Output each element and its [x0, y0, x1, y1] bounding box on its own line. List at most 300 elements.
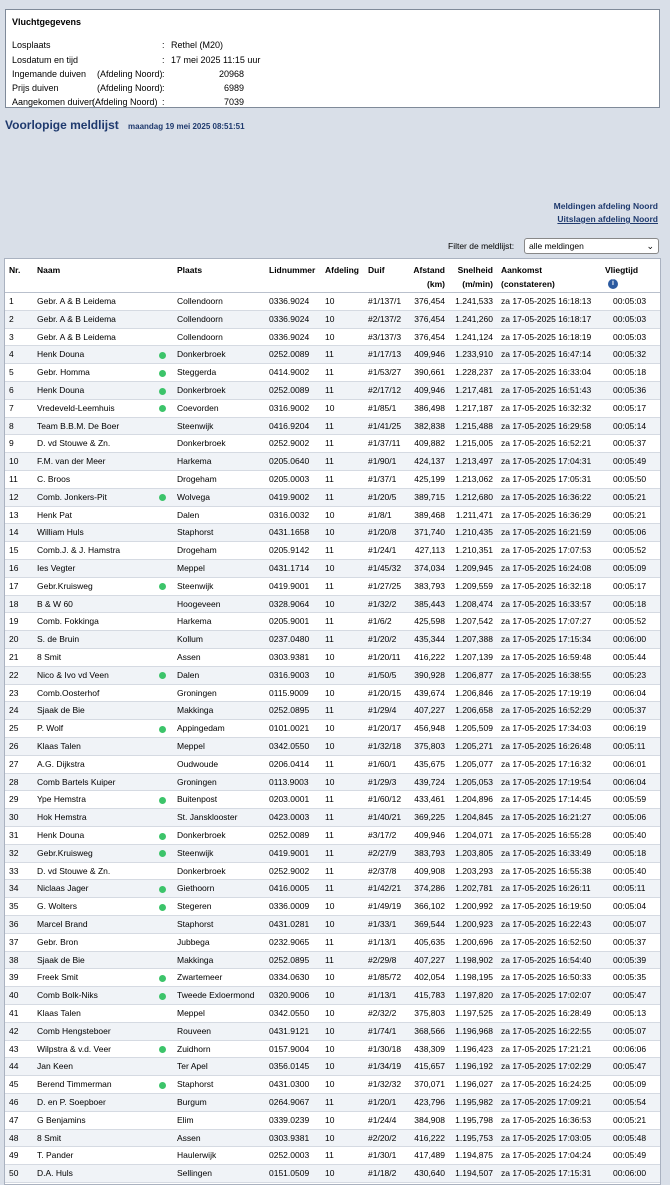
- cell-duif: #2/37/8: [368, 865, 397, 876]
- cell-nr: 3: [9, 331, 14, 342]
- cell-afstand: 417,489: [414, 1150, 445, 1161]
- cell-naam: Team B.B.M. De Boer: [37, 420, 120, 431]
- cell-plaats: Makkinga: [177, 954, 214, 965]
- cell-duif: #1/33/1: [368, 919, 397, 929]
- cell-afdeling: 10: [325, 669, 335, 680]
- online-status-icon: [159, 388, 166, 395]
- cell-aankomst: za 17-05-2025 17:16:32: [501, 758, 592, 769]
- filter-select[interactable]: [524, 238, 659, 254]
- table-row[interactable]: [5, 863, 660, 881]
- cell-plaats: Wolvega: [177, 491, 210, 502]
- cell-naam: Gebr. A & B Leidema: [37, 296, 116, 306]
- cell-vliegtijd: 00:05:23: [613, 669, 647, 680]
- colon: :: [162, 69, 165, 79]
- table-row[interactable]: [5, 489, 660, 507]
- meldingen-link[interactable]: Meldingen afdeling Noord: [553, 201, 658, 211]
- aangekomen-label: Aangekomen duiven: [12, 97, 95, 107]
- table-row[interactable]: [5, 934, 660, 952]
- cell-nr: 44: [9, 1061, 19, 1072]
- cell-plaats: Tweede Exloermond: [177, 990, 255, 1001]
- cell-plaats: Elim: [177, 1114, 194, 1125]
- cell-afstand: 376,454: [414, 296, 445, 306]
- table-row[interactable]: [5, 1058, 660, 1076]
- cell-lidnummer: 0232.9065: [269, 936, 310, 947]
- cell-snelheid: 1.206,877: [455, 669, 493, 680]
- table-row[interactable]: [5, 738, 660, 756]
- cell-naam: Henk Douna: [37, 385, 85, 395]
- cell-lidnummer: 0237.0480: [269, 634, 310, 645]
- cell-nr: 42: [9, 1025, 19, 1036]
- cell-vliegtijd: 00:05:35: [613, 972, 647, 983]
- cell-naam: 8 Smit: [37, 1132, 62, 1143]
- online-status-icon: [159, 993, 166, 1000]
- cell-lidnummer: 0316.9002: [269, 402, 310, 413]
- cell-nr: 28: [9, 776, 19, 787]
- cell-afdeling: 11: [325, 456, 334, 467]
- cell-plaats: Staphorst: [177, 1079, 214, 1090]
- cell-lidnummer: 0252.0895: [269, 705, 310, 716]
- table-row[interactable]: [5, 880, 660, 898]
- cell-afdeling: 10: [325, 598, 335, 609]
- cell-nr: 46: [9, 1097, 19, 1107]
- cell-duif: #1/37/11: [368, 438, 401, 449]
- online-status-icon: [159, 833, 166, 840]
- table-row[interactable]: [5, 578, 660, 596]
- cell-duif: #1/20/8: [368, 527, 397, 538]
- table-row[interactable]: [5, 845, 660, 863]
- cell-vliegtijd: 00:05:59: [613, 794, 647, 805]
- cell-naam: Comb.Oosterhof: [37, 687, 100, 698]
- cell-vliegtijd: 00:06:00: [613, 634, 647, 645]
- cell-duif: #1/50/5: [368, 669, 397, 680]
- table-row[interactable]: [5, 293, 660, 311]
- cell-afstand: 424,137: [414, 456, 445, 467]
- cell-afdeling: 10: [325, 919, 335, 929]
- cell-nr: 45: [9, 1079, 19, 1090]
- table-row[interactable]: [5, 969, 660, 987]
- cell-snelheid: 1.198,902: [455, 954, 493, 965]
- cell-lidnummer: 0336.9024: [269, 313, 310, 324]
- table-row[interactable]: [5, 631, 660, 649]
- cell-afdeling: 11: [325, 545, 334, 556]
- cell-nr: 25: [9, 723, 19, 734]
- cell-plaats: Collendoorn: [177, 313, 223, 324]
- cell-plaats: Steenwijk: [177, 847, 214, 858]
- cell-afdeling: 11: [325, 936, 334, 947]
- cell-naam: P. Wolf: [37, 723, 64, 734]
- cell-afdeling: 10: [325, 1114, 335, 1125]
- cell-duif: #3/137/3: [368, 331, 402, 342]
- cell-duif: #1/13/1: [368, 936, 397, 947]
- cell-afstand: 409,946: [414, 385, 445, 395]
- cell-plaats: Oudwoude: [177, 758, 219, 769]
- cell-plaats: Collendoorn: [177, 296, 223, 306]
- table-row[interactable]: [5, 1005, 660, 1023]
- cell-duif: #1/85/72: [368, 972, 402, 983]
- online-status-icon: [159, 583, 166, 590]
- cell-afstand: 383,793: [414, 847, 445, 858]
- table-row[interactable]: [5, 418, 660, 436]
- cell-lidnummer: 0431.1714: [269, 563, 310, 573]
- cell-snelheid: 1.209,559: [455, 580, 493, 591]
- aangekomen-value: 7039: [223, 97, 244, 107]
- table-row[interactable]: [5, 1130, 660, 1148]
- cell-afstand: 438,309: [414, 1043, 445, 1054]
- table-row[interactable]: [5, 613, 660, 631]
- cell-aankomst: za 17-05-2025 16:26:48: [501, 741, 592, 751]
- cell-plaats: Assen: [177, 652, 201, 662]
- cell-duif: #1/45/32: [368, 563, 402, 573]
- colon: :: [162, 83, 165, 93]
- cell-lidnummer: 0205.9142: [269, 545, 310, 556]
- cell-plaats: Donkerbroek: [177, 385, 226, 395]
- cell-snelheid: 1.205,509: [455, 723, 493, 734]
- cell-vliegtijd: 00:05:03: [613, 296, 647, 306]
- cell-aankomst: za 17-05-2025 17:09:21: [501, 1097, 592, 1107]
- cell-naam: D. vd Stouwe & Zn.: [37, 438, 111, 449]
- cell-naam: Berend Timmerman: [37, 1079, 112, 1090]
- table-row[interactable]: [5, 667, 660, 685]
- table-row[interactable]: [5, 400, 660, 418]
- cell-afdeling: 11: [325, 385, 334, 395]
- cell-lidnummer: 0113.9003: [269, 776, 309, 787]
- cell-afstand: 370,071: [414, 1079, 445, 1090]
- cell-lidnummer: 0316.9003: [269, 669, 310, 680]
- cell-plaats: Giethoorn: [177, 883, 215, 894]
- cell-nr: 22: [9, 669, 19, 680]
- cell-duif: #1/24/4: [368, 1114, 397, 1125]
- table-row[interactable]: [5, 1112, 660, 1130]
- cell-vliegtijd: 00:06:00: [613, 1168, 647, 1179]
- table-row[interactable]: [5, 560, 660, 578]
- table-row[interactable]: [5, 827, 660, 845]
- cell-afdeling: 11: [325, 794, 334, 805]
- cell-naam: Wilpstra & v.d. Veer: [37, 1043, 112, 1054]
- cell-plaats: Meppel: [177, 563, 205, 573]
- online-status-icon: [159, 886, 166, 893]
- cell-vliegtijd: 00:05:52: [613, 616, 647, 627]
- cell-naam: Nico & Ivo vd Veen: [37, 669, 109, 680]
- table-row[interactable]: [5, 1041, 660, 1059]
- table-row[interactable]: [5, 524, 660, 542]
- chevron-down-icon: ⌄: [646, 241, 654, 251]
- cell-snelheid: 1.206,846: [455, 687, 493, 698]
- table-row[interactable]: [5, 311, 660, 329]
- cell-afdeling: 11: [325, 474, 334, 484]
- cell-aankomst: za 17-05-2025 17:04:24: [501, 1150, 592, 1161]
- table-row[interactable]: [5, 702, 660, 720]
- cell-lidnummer: 0303.9381: [269, 1132, 310, 1143]
- cell-plaats: Harkema: [177, 456, 212, 467]
- cell-duif: #1/20/11: [368, 652, 401, 662]
- cell-duif: #1/6/2: [368, 616, 392, 627]
- table-header: [5, 259, 660, 293]
- cell-afstand: 374,286: [414, 883, 445, 894]
- cell-afstand: 425,598: [414, 616, 445, 627]
- colon: :: [162, 55, 165, 65]
- cell-snelheid: 1.197,525: [455, 1008, 493, 1018]
- colon: :: [162, 40, 165, 50]
- cell-lidnummer: 0342.0550: [269, 1008, 310, 1018]
- cell-aankomst: za 17-05-2025 16:21:27: [501, 812, 592, 823]
- cell-afdeling: 10: [325, 776, 335, 787]
- table-row[interactable]: [5, 791, 660, 809]
- cell-nr: 1: [9, 296, 14, 306]
- table-row[interactable]: [5, 1094, 660, 1112]
- cell-naam: Niclaas Jager: [37, 883, 89, 894]
- cell-plaats: Zuidhorn: [177, 1043, 211, 1054]
- cell-naam: Comb Bartels Kuiper: [37, 776, 116, 787]
- online-status-icon: [159, 405, 166, 412]
- cell-afstand: 375,803: [414, 741, 445, 751]
- cell-aankomst: za 17-05-2025 16:22:55: [501, 1025, 592, 1036]
- col-vliegtijd[interactable]: Vliegtijd: [605, 265, 639, 275]
- cell-afdeling: 11: [325, 491, 334, 502]
- cell-snelheid: 1.206,658: [455, 705, 493, 716]
- cell-snelheid: 1.204,896: [455, 794, 493, 805]
- cell-afdeling: 11: [325, 865, 334, 876]
- cell-lidnummer: 0339.0239: [269, 1114, 310, 1125]
- cell-aankomst: za 17-05-2025 16:36:29: [501, 509, 592, 520]
- cell-lidnummer: 0151.0509: [269, 1168, 310, 1179]
- cell-snelheid: 1.212,680: [455, 491, 493, 502]
- cell-nr: 48: [9, 1132, 19, 1143]
- cell-vliegtijd: 00:05:32: [613, 349, 647, 360]
- cell-duif: #1/53/27: [368, 367, 402, 378]
- cell-afstand: 369,544: [414, 919, 445, 929]
- cell-naam: Hok Hemstra: [37, 812, 87, 823]
- cell-afstand: 389,468: [414, 509, 445, 520]
- cell-aankomst: za 17-05-2025 16:22:43: [501, 919, 592, 929]
- cell-aankomst: za 17-05-2025 16:32:32: [501, 402, 592, 413]
- cell-snelheid: 1.198,195: [455, 972, 493, 983]
- cell-duif: #1/137/1: [368, 296, 402, 306]
- cell-snelheid: 1.200,923: [455, 919, 493, 929]
- table-row[interactable]: [5, 987, 660, 1005]
- table-row[interactable]: [5, 1165, 660, 1183]
- cell-nr: 9: [9, 438, 14, 449]
- colon: :: [162, 97, 165, 107]
- cell-lidnummer: 0252.9002: [269, 865, 310, 876]
- cell-afdeling: 11: [325, 349, 334, 360]
- cell-duif: #1/74/1: [368, 1025, 397, 1036]
- cell-nr: 20: [9, 634, 19, 645]
- cell-vliegtijd: 00:05:18: [613, 598, 647, 609]
- cell-snelheid: 1.207,542: [455, 616, 493, 627]
- cell-aankomst: za 17-05-2025 16:54:40: [501, 954, 592, 965]
- cell-afdeling: 10: [325, 1079, 335, 1090]
- cell-aankomst: za 17-05-2025 16:59:48: [501, 652, 592, 662]
- prijs-label: Prijs duiven: [12, 83, 59, 93]
- cell-nr: 43: [9, 1043, 19, 1054]
- col-snelheid[interactable]: Snelheid: [457, 265, 493, 275]
- cell-vliegtijd: 00:05:21: [613, 491, 647, 502]
- cell-snelheid: 1.202,781: [455, 883, 493, 894]
- cell-vliegtijd: 00:05:21: [613, 1114, 647, 1125]
- table-row[interactable]: [5, 1076, 660, 1094]
- col-plaats[interactable]: Plaats: [177, 265, 203, 275]
- cell-afdeling: 10: [325, 331, 335, 342]
- cell-plaats: Makkinga: [177, 705, 214, 716]
- cell-snelheid: 1.196,192: [455, 1061, 493, 1072]
- cell-afstand: 456,948: [414, 723, 445, 734]
- cell-naam: Gebr.Kruisweg: [37, 847, 93, 858]
- cell-duif: #1/32/18: [368, 741, 402, 751]
- cell-lidnummer: 0431.0300: [269, 1079, 310, 1090]
- cell-afstand: 415,657: [414, 1061, 445, 1072]
- cell-vliegtijd: 00:05:40: [613, 865, 647, 876]
- cell-afdeling: 10: [325, 402, 335, 413]
- cell-duif: #1/18/2: [368, 1168, 397, 1179]
- cell-lidnummer: 0328.9064: [269, 598, 310, 609]
- cell-afdeling: 10: [325, 563, 335, 573]
- cell-afdeling: 11: [325, 705, 334, 716]
- col-lidnummer[interactable]: Lidnummer: [269, 265, 316, 275]
- cell-vliegtijd: 00:05:13: [613, 1008, 647, 1018]
- cell-afstand: 374,034: [414, 563, 445, 573]
- cell-snelheid: 1.205,077: [455, 758, 493, 769]
- cell-vliegtijd: 00:05:04: [613, 901, 647, 912]
- col-afdeling[interactable]: Afdeling: [325, 265, 359, 275]
- table-row[interactable]: [5, 1023, 660, 1041]
- online-status-icon: [159, 494, 166, 501]
- cell-plaats: Coevorden: [177, 402, 219, 413]
- cell-afstand: 439,724: [414, 776, 445, 787]
- losdatum-value: 17 mei 2025 11:15 uur: [171, 55, 261, 65]
- table-row[interactable]: [5, 916, 660, 934]
- table-row[interactable]: [5, 774, 660, 792]
- cell-naam: Comb.J. & J. Hamstra: [37, 545, 121, 556]
- cell-aankomst: za 17-05-2025 16:55:28: [501, 830, 592, 840]
- cell-nr: 10: [9, 456, 19, 467]
- cell-plaats: Kollum: [177, 634, 203, 645]
- cell-afdeling: 10: [325, 1025, 335, 1036]
- table-row[interactable]: [5, 649, 660, 667]
- cell-afstand: 425,199: [414, 474, 445, 484]
- col-nr[interactable]: Nr.: [9, 265, 21, 275]
- cell-lidnummer: 0252.0089: [269, 830, 310, 840]
- cell-aankomst: za 17-05-2025 16:18:13: [501, 296, 592, 306]
- cell-lidnummer: 0431.9121: [269, 1025, 310, 1036]
- losdatum-label: Losdatum en tijd: [12, 55, 79, 65]
- cell-afdeling: 10: [325, 1168, 335, 1179]
- cell-afstand: 386,498: [414, 402, 445, 413]
- cell-lidnummer: 0320.9006: [269, 990, 310, 1001]
- table-row[interactable]: [5, 435, 660, 453]
- prijs-sub: (Afdeling Noord): [97, 83, 163, 93]
- cell-snelheid: 1.207,388: [455, 634, 493, 645]
- table-row[interactable]: [5, 346, 660, 364]
- table-row[interactable]: [5, 382, 660, 400]
- cell-aankomst: za 17-05-2025 16:24:08: [501, 563, 592, 573]
- cell-afdeling: 10: [325, 901, 335, 912]
- table-row[interactable]: [5, 542, 660, 560]
- cell-duif: #1/90/1: [368, 456, 397, 467]
- table-row[interactable]: [5, 809, 660, 827]
- info-icon[interactable]: i: [608, 279, 618, 289]
- cell-vliegtijd: 00:06:04: [613, 776, 647, 787]
- col-duif[interactable]: Duif: [368, 265, 385, 275]
- table-row[interactable]: [5, 756, 660, 774]
- table-row[interactable]: [5, 329, 660, 347]
- table-row[interactable]: [5, 898, 660, 916]
- cell-vliegtijd: 00:05:50: [613, 474, 647, 484]
- cell-aankomst: za 17-05-2025 16:24:25: [501, 1079, 592, 1090]
- cell-nr: 40: [9, 990, 19, 1001]
- info-row-losplaats: [12, 39, 652, 51]
- cell-afdeling: 10: [325, 652, 335, 662]
- col-aankomst[interactable]: Aankomst: [501, 265, 543, 275]
- table-row[interactable]: [5, 596, 660, 614]
- table-row[interactable]: [5, 471, 660, 489]
- cell-nr: 34: [9, 883, 19, 894]
- cell-nr: 32: [9, 847, 19, 858]
- table-row[interactable]: [5, 952, 660, 970]
- table-row[interactable]: [5, 453, 660, 471]
- cell-lidnummer: 0252.0895: [269, 954, 310, 965]
- col-afstand[interactable]: Afstand: [413, 265, 445, 275]
- online-status-icon: [159, 1082, 166, 1089]
- table-row[interactable]: [5, 685, 660, 703]
- cell-afstand: 409,882: [414, 438, 445, 449]
- table-row[interactable]: [5, 364, 660, 382]
- cell-afdeling: 10: [325, 741, 335, 751]
- cell-plaats: Steggerda: [177, 367, 217, 378]
- cell-duif: #1/20/1: [368, 1097, 397, 1107]
- cell-afstand: 405,635: [414, 936, 445, 947]
- cell-aankomst: za 17-05-2025 16:29:58: [501, 420, 592, 431]
- cell-afstand: 366,102: [414, 901, 445, 912]
- cell-nr: 35: [9, 901, 19, 912]
- cell-nr: 14: [9, 527, 19, 538]
- table-row[interactable]: [5, 720, 660, 738]
- col-aankomst-sub: (constateren): [501, 279, 555, 289]
- cell-afstand: 390,928: [414, 669, 445, 680]
- cell-nr: 16: [9, 563, 19, 573]
- cell-afdeling: 10: [325, 1061, 335, 1072]
- cell-nr: 41: [9, 1008, 19, 1018]
- info-row-losdatum: [12, 54, 652, 66]
- cell-afdeling: 11: [325, 420, 334, 431]
- cell-naam: B & W 60: [37, 598, 73, 609]
- cell-aankomst: za 17-05-2025 16:33:57: [501, 598, 592, 609]
- cell-afstand: 416,222: [414, 1132, 445, 1143]
- aangekomen-sub: (Afdeling Noord): [92, 97, 158, 107]
- cell-duif: #1/20/15: [368, 687, 402, 698]
- cell-afstand: 439,674: [414, 687, 445, 698]
- col-naam[interactable]: Naam: [37, 265, 61, 275]
- cell-afdeling: 10: [325, 296, 335, 306]
- online-status-icon: [159, 352, 166, 359]
- uitslagen-link[interactable]: Uitslagen afdeling Noord: [557, 214, 658, 224]
- cell-plaats: Donkerbroek: [177, 349, 226, 360]
- cell-duif: #1/29/3: [368, 776, 397, 787]
- cell-plaats: St. Jansklooster: [177, 812, 238, 823]
- cell-plaats: Haulerwijk: [177, 1150, 217, 1161]
- cell-afdeling: 11: [325, 830, 334, 840]
- table-row[interactable]: [5, 1147, 660, 1165]
- cell-duif: #1/17/13: [368, 349, 402, 360]
- cell-afstand: 427,113: [414, 545, 445, 556]
- cell-vliegtijd: 00:05:52: [613, 545, 647, 556]
- cell-afdeling: 10: [325, 687, 335, 698]
- cell-vliegtijd: 00:05:47: [613, 990, 647, 1001]
- cell-vliegtijd: 00:05:17: [613, 402, 647, 413]
- cell-afdeling: 10: [325, 313, 335, 324]
- cell-duif: #1/20/2: [368, 634, 397, 645]
- table-row[interactable]: [5, 507, 660, 525]
- cell-vliegtijd: 00:05:06: [613, 527, 647, 538]
